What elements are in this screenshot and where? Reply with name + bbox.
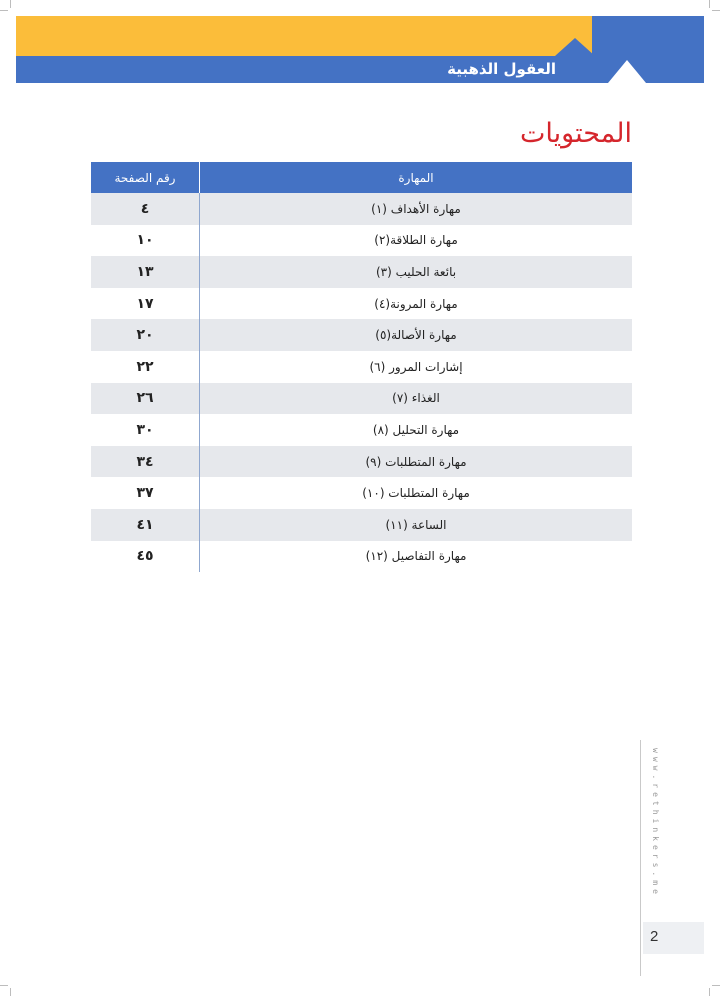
skill-cell: مهارة المرونة(٤) — [200, 288, 633, 320]
skill-cell: مهارة التحليل (٨) — [200, 414, 633, 446]
skill-cell: بائعة الحليب (٣) — [200, 256, 633, 288]
header-blue-band — [16, 56, 704, 83]
table-row — [91, 288, 632, 320]
page-cell: ١٧ — [136, 295, 154, 312]
table-row — [91, 351, 632, 383]
header-triangle — [608, 60, 646, 83]
header-notch — [555, 38, 595, 56]
crop-mark — [709, 0, 710, 8]
skill-cell: الغذاء (٧) — [200, 383, 633, 415]
skill-cell: مهارة الأهداف (١) — [200, 193, 633, 225]
skill-cell: الساعة (١١) — [200, 509, 633, 541]
skill-cell: مهارة الطلاقة(٢) — [200, 225, 633, 257]
header-title: العقول الذهبية — [447, 60, 556, 78]
crop-mark — [709, 988, 710, 996]
side-divider — [640, 740, 641, 976]
header-blue-block — [592, 16, 704, 56]
crop-mark — [712, 985, 720, 986]
page-cell: ٤١ — [91, 509, 200, 541]
page-cell: ٤٥ — [136, 548, 154, 565]
table-row — [91, 383, 632, 415]
skill-cell: إشارات المرور (٦) — [200, 351, 633, 383]
page-cell: ٢٦ — [91, 383, 200, 415]
crop-mark — [0, 10, 8, 11]
crop-mark — [0, 985, 8, 986]
page-cell: ٤ — [91, 193, 200, 225]
table-row — [91, 256, 632, 288]
table-row — [91, 446, 632, 478]
table-row — [91, 541, 632, 573]
table-header-row — [91, 162, 632, 193]
table-row — [91, 193, 632, 225]
page-cell: ٢٢ — [136, 358, 154, 375]
header-yellow-band — [16, 16, 592, 56]
page-cell: ٢٠ — [91, 319, 200, 351]
column-header-page: رقم الصفحة — [91, 162, 200, 193]
side-url-text: www.rethinkers.me — [651, 748, 660, 898]
table-row — [91, 225, 632, 257]
crop-mark — [10, 988, 11, 996]
page-cell: ١٣ — [91, 256, 200, 288]
crop-mark — [10, 0, 11, 8]
page-cell: ٣٤ — [91, 446, 200, 478]
skill-cell: مهارة المتطلبات (٩) — [200, 446, 633, 478]
contents-table — [91, 162, 632, 572]
skill-cell: مهارة المتطلبات (١٠) — [200, 477, 633, 509]
column-header-skill: المهارة — [200, 162, 633, 193]
page-number: 2 — [650, 928, 659, 945]
page-cell: ٣٠ — [136, 421, 154, 438]
table-row — [91, 477, 632, 509]
table-row — [91, 319, 632, 351]
skill-cell: مهارة الأصالة(٥) — [200, 319, 633, 351]
table-row — [91, 414, 632, 446]
page-title: المحتويات — [519, 118, 632, 149]
page-cell: ١٠ — [136, 232, 154, 249]
crop-mark — [712, 10, 720, 11]
page-cell: ٣٧ — [136, 485, 154, 502]
table-row — [91, 509, 632, 541]
skill-cell: مهارة التفاصيل (١٢) — [200, 541, 633, 573]
